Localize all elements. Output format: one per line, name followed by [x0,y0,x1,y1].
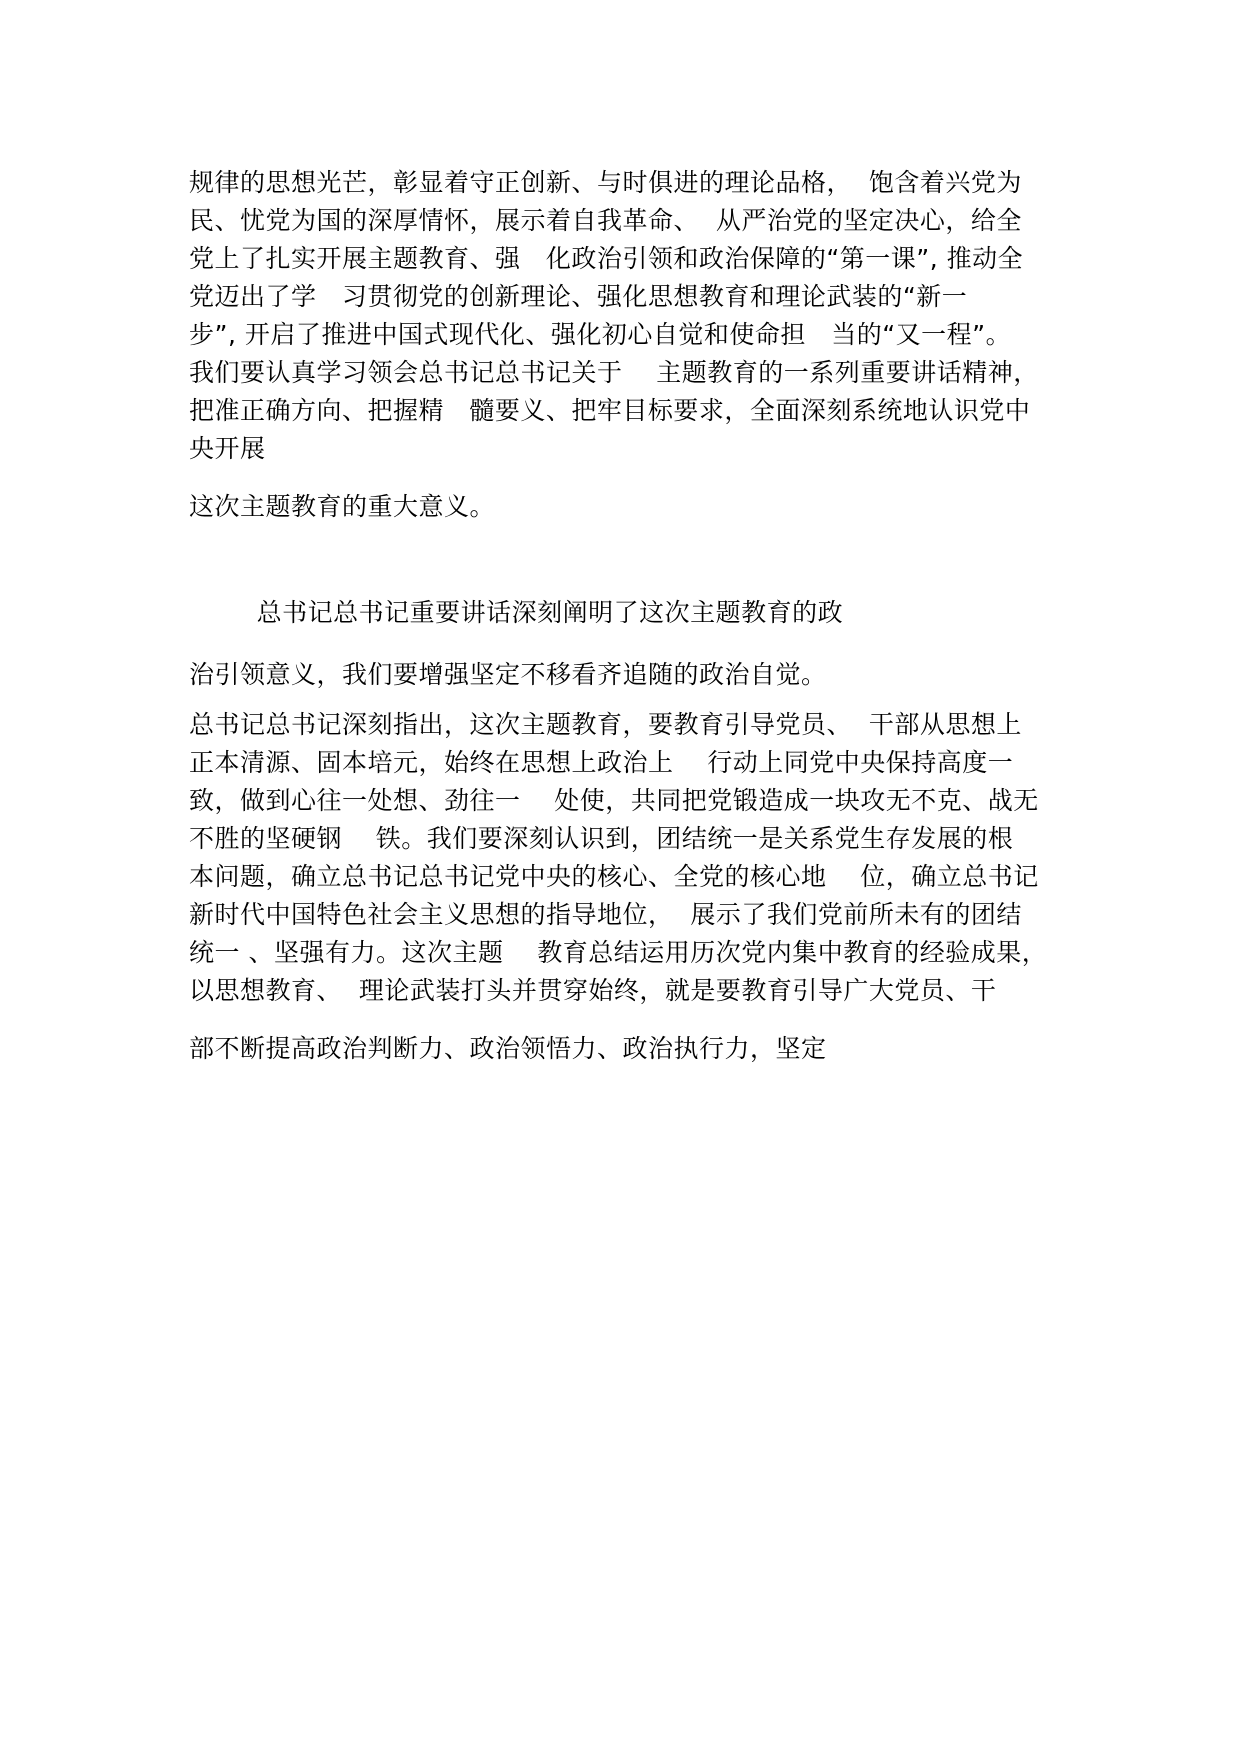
text-line: 正本清源、固本培元，始终在思想上政治上 行动上同党中央保持高度一 [189,748,1014,777]
text-line: 新时代中国特色社会主义思想的指导地位， 展示了我们党前所未有的团结 [189,900,1022,929]
text-line: 不胜的坚硬钢 铁。我们要深刻认识到，团结统一是关系党生存发展的根 [189,824,1014,853]
text-line: 治引领意义，我们要增强坚定不移看齐追随的政治自觉。 [189,660,827,689]
text-line: 我们要认真学习领会总书记总书记关于 主题教育的一系列重要讲话精神， [189,358,1039,387]
text-line: 总书记总书记重要讲话深刻阐明了这次主题教育的政 [189,598,844,627]
text-line: 党上了扎实开展主题教育、强 化政治引领和政治保障的“第一课”, 推动全 [189,244,1024,273]
text-line: 总书记总书记深刻指出，这次主题教育，要教育引导党员、 干部从思想上 [189,710,1022,739]
text-line: 把准正确方向、把握精 髓要义、把牢目标要求，全面深刻系统地认识党中 [189,396,1031,425]
text-line: 步”, 开启了推进中国式现代化、强化初心自觉和使命担 当的“又一程”。 [189,320,1012,349]
text-line: 部不断提高政治判断力、政治领悟力、政治执行力，坚定 [189,1034,827,1063]
text-line: 以思想教育、 理论武装打头并贯穿始终，就是要教育引导广大党员、干 [189,976,997,1005]
text-line: 本问题，确立总书记总书记党中央的核心、全党的核心地 位，确立总书记 [189,862,1039,891]
text-line: 党迈出了学 习贯彻党的创新理论、强化思想教育和理论武装的“新一 [189,282,968,311]
text-line: 这次主题教育的重大意义。 [189,492,496,521]
text-line: 央开展 [189,434,266,463]
text-line: 民、忧党为国的深厚情怀，展示着自我革命、 从严治党的坚定决心，给全 [189,206,1022,235]
text-line: 统一 、坚强有力。这次主题 教育总结运用历次党内集中教育的经验成果， [189,938,1048,967]
text-line: 规律的思想光芒，彰显着守正创新、与时俱进的理论品格， 饱含着兴党为 [189,168,1022,197]
text-line: 致，做到心往一处想、劲往一 处使，共同把党锻造成一块攻无不克、战无 [189,786,1039,815]
